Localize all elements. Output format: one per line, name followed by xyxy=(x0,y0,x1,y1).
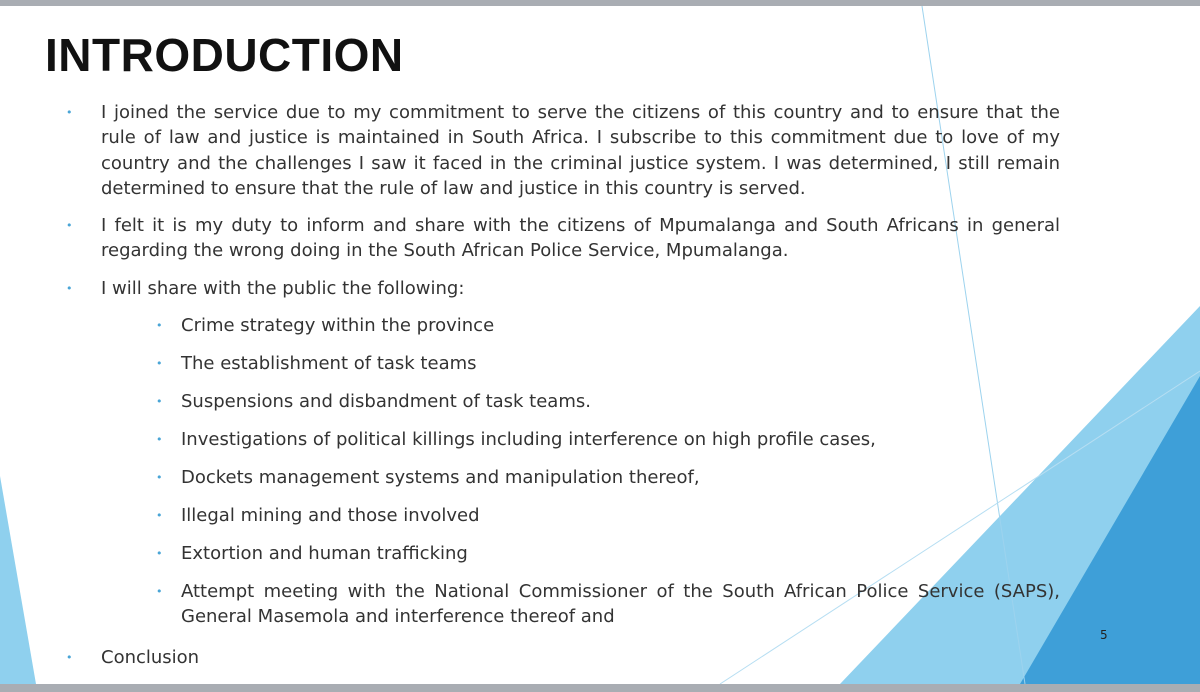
bullet-text: I joined the service due to my commitment to serve the citizens of this country and to ensure that the rule of law and justice is maintained in South Africa. I subscribe to this commitment due to love of my country and the challenges I saw it faced in the criminal justice system. I was determined, I still remain determined to ensure that the rule of law and justice in this country is served. xyxy=(101,102,1060,199)
page-number: 5 xyxy=(1100,628,1108,642)
sub-bullet-item xyxy=(60,313,1060,338)
bullet-icon: • xyxy=(66,219,73,233)
bullet-icon: • xyxy=(156,357,163,371)
bullet-icon: • xyxy=(156,471,163,485)
bullet-item xyxy=(60,276,1060,301)
sub-bullet-text: Investigations of political killings including interference on high profile cases, xyxy=(181,429,876,451)
sub-bullet-item xyxy=(60,389,1060,414)
bullet-icon: • xyxy=(156,509,163,523)
bullet-icon: • xyxy=(156,585,163,599)
slide-content xyxy=(60,100,1060,682)
slide xyxy=(0,6,1200,684)
bullet-item xyxy=(60,100,1060,201)
sub-bullet-item xyxy=(60,541,1060,566)
sub-bullet-text: Attempt meeting with the National Commissioner of the South African Police Service (SAPS), General Masemola and interference thereof and xyxy=(181,581,1060,628)
bullet-item-conclusion xyxy=(60,645,1060,670)
sub-bullet-text: Crime strategy within the province xyxy=(181,315,495,337)
sub-bullet-item xyxy=(60,465,1060,490)
sub-bullet-text: Extortion and human trafficking xyxy=(181,543,468,565)
bullet-icon: • xyxy=(156,395,163,409)
left-accent-shape xyxy=(0,476,36,684)
sub-bullet-text: Suspensions and disbandment of task teams. xyxy=(181,391,591,413)
bullet-icon: • xyxy=(156,319,163,333)
bullet-icon: • xyxy=(66,106,73,119)
sub-bullet-item xyxy=(60,427,1060,452)
sub-bullet-text: Illegal mining and those involved xyxy=(181,505,480,527)
bullet-text: I felt it is my duty to inform and share with the citizens of Mpumalanga and South Africans in general regarding the wrong doing in the South African Police Service, Mpumalanga. xyxy=(101,215,1060,262)
sub-bullet-text: Dockets management systems and manipulation thereof, xyxy=(181,467,700,489)
bullet-icon: • xyxy=(66,651,73,665)
sub-bullet-item xyxy=(60,351,1060,376)
window-frame-bottom xyxy=(0,684,1200,692)
slide-title: INTRODUCTION xyxy=(45,29,404,81)
bullet-icon: • xyxy=(66,281,73,295)
sub-bullet-text: The establishment of task teams xyxy=(181,353,477,375)
bullet-icon: • xyxy=(156,547,163,561)
sub-bullet-item xyxy=(60,503,1060,528)
sub-bullet-item xyxy=(60,579,1060,629)
bullet-text: I will share with the public the following: xyxy=(101,277,465,299)
bullet-icon: • xyxy=(156,433,163,447)
bullet-item xyxy=(60,213,1060,264)
bullet-text: Conclusion xyxy=(101,647,200,669)
